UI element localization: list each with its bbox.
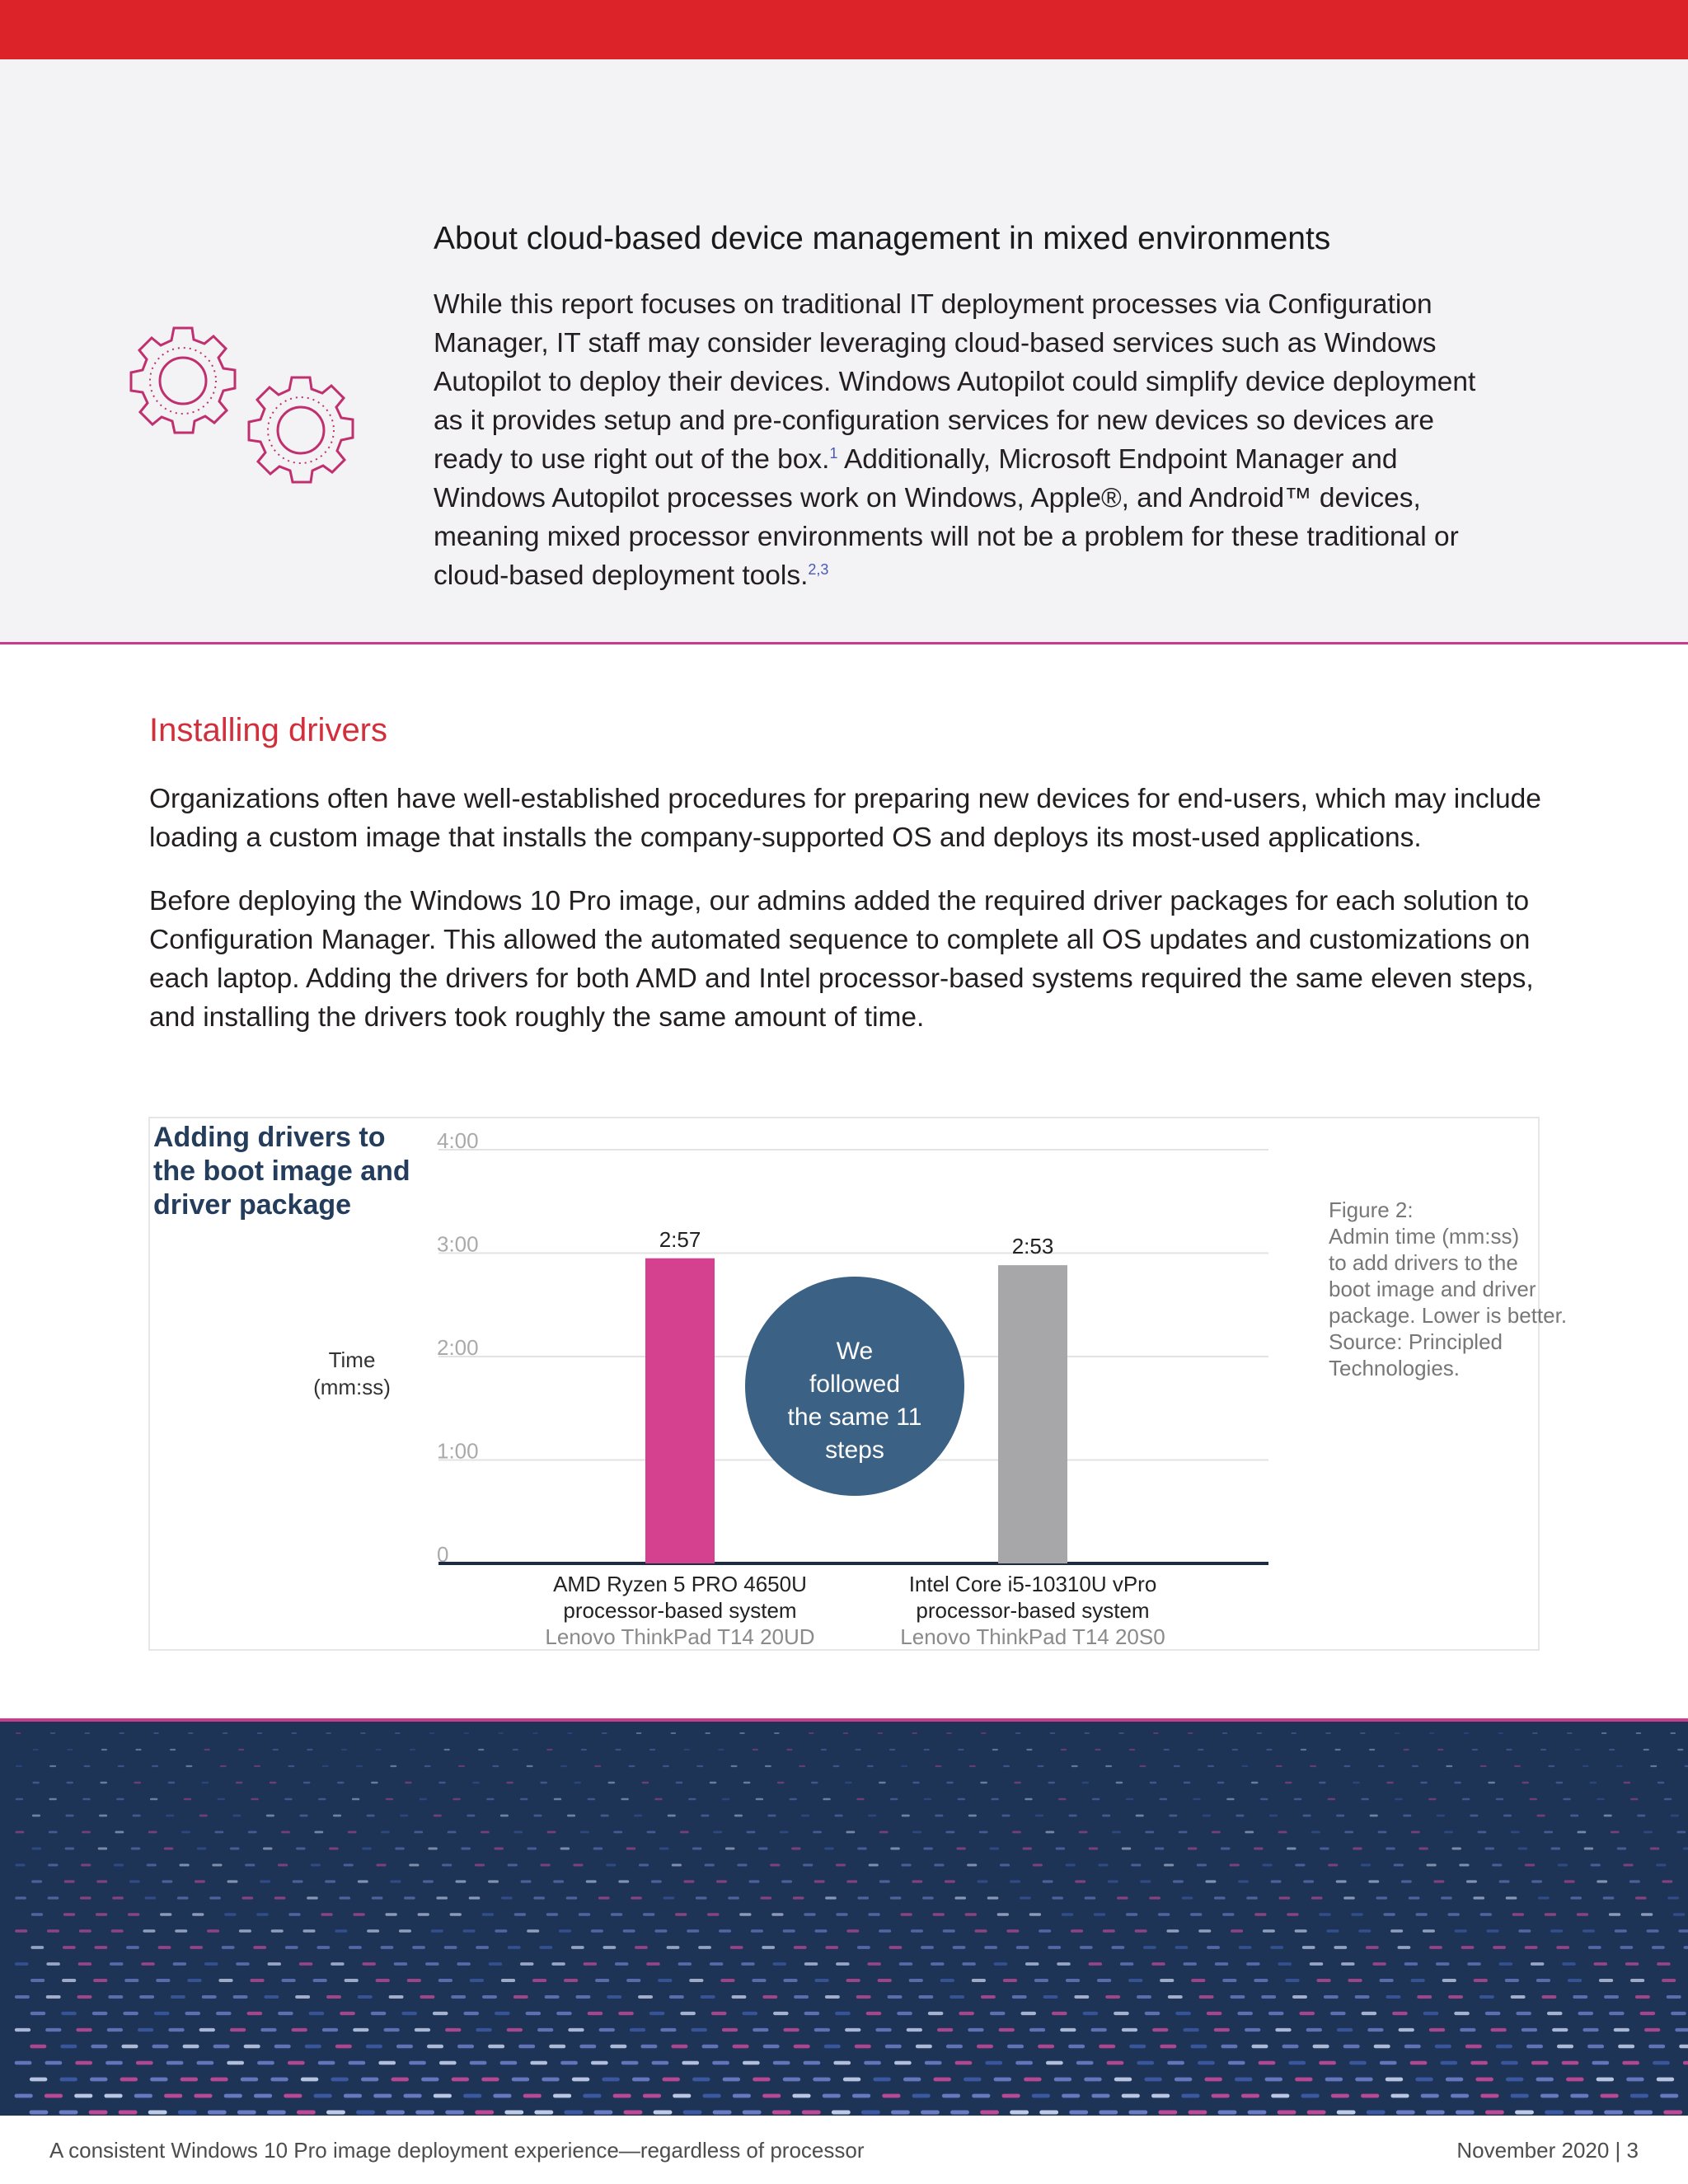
y-tick-label: 3:00 (437, 1231, 479, 1257)
bar (998, 1265, 1067, 1563)
footer-date-page: November 2020 | 3 (1456, 2138, 1639, 2163)
footnote-link-1[interactable]: 1 (829, 444, 838, 462)
paragraph-2: Before deploying the Windows 10 Pro image, our admins added the required driver packages for each solution to Configuration Manager. This allowed the automated sequence to complete all OS updates and customizations on each laptop. Adding the drivers for both AMD and Intel processor-based systems required the same eleven steps, and installing the drivers took roughly the same amount of time. (149, 886, 1534, 1033)
caption-line: boot image and driver (1329, 1277, 1536, 1301)
y-axis-label: Time (328, 1347, 376, 1372)
footnote-link-2-3[interactable]: 2,3 (808, 560, 829, 578)
caption-line: Source: Principled (1329, 1329, 1503, 1354)
annotation-text: the same 11 (787, 1404, 922, 1431)
x-category-sublabel: Lenovo ThinkPad T14 20UD (545, 1624, 815, 1649)
annotation-text: steps (825, 1436, 884, 1464)
decorative-pattern-band (0, 1718, 1688, 2116)
chart-title: Adding drivers to the boot image and driver package (153, 1122, 410, 1221)
annotation-text: We (836, 1338, 874, 1365)
x-category-label: processor-based system (916, 1598, 1150, 1623)
chart-figure (148, 1117, 1568, 1651)
caption-line: Figure 2: (1329, 1197, 1414, 1222)
caption-line: to add drivers to the (1329, 1250, 1518, 1275)
caption-line: Technologies. (1329, 1356, 1460, 1380)
gears-icon (107, 307, 379, 513)
x-category-label: processor-based system (563, 1598, 797, 1623)
x-category-sublabel: Lenovo ThinkPad T14 20S0 (900, 1624, 1165, 1649)
footer-report-title: A consistent Windows 10 Pro image deployment experience—regardless of processor (49, 2138, 865, 2163)
y-tick-label: 0 (437, 1542, 449, 1567)
annotation-text: followed (809, 1371, 901, 1398)
callout-body (434, 285, 1497, 595)
callout-title: About cloud-based device management in mixed environments (434, 221, 1331, 256)
bar-value-label: 2:53 (1011, 1234, 1054, 1259)
bar-value-label: 2:57 (659, 1226, 701, 1252)
caption-line: package. Lower is better. (1329, 1303, 1568, 1328)
y-tick-label: 2:00 (437, 1335, 479, 1360)
y-axis-label: (mm:ss) (313, 1375, 391, 1399)
callout-box (0, 59, 1688, 644)
paragraph-1: Organizations often have well-established procedures for preparing new devices for end-users, which may include loading a custom image that installs the company-supported OS and deploys its most-used applications. (149, 784, 1541, 853)
caption-line: Admin time (mm:ss) (1329, 1224, 1520, 1249)
x-category-label: Intel Core i5-10310U vPro (908, 1572, 1157, 1596)
top-accent-bar (0, 0, 1688, 59)
callout-body-part2: Additionally, Microsoft Endpoint Manager and Windows Autopilot processes work on Windows, Apple®, and Android™ devices, meaning mixed processor environments will not be a problem for these traditional or cloud-based deployment tools. (434, 444, 1459, 591)
y-tick-label: 1:00 (437, 1438, 479, 1464)
x-category-label: AMD Ryzen 5 PRO 4650U (553, 1572, 807, 1596)
y-tick-label: 4:00 (437, 1128, 479, 1153)
figure-caption (1329, 1197, 1601, 1381)
section-heading: Installing drivers (149, 712, 388, 748)
bar (645, 1258, 715, 1563)
callout-body-part1: While this report focuses on traditional IT deployment processes via Configuration Manager, IT staff may consider leveraging cloud-based services such as Windows Autopilot to deploy their devices. Windows Autopilot could simplify device deployment as it provides setup and pre-configuration services for new devices so devices are ready to use right out of the box. (434, 289, 1476, 475)
